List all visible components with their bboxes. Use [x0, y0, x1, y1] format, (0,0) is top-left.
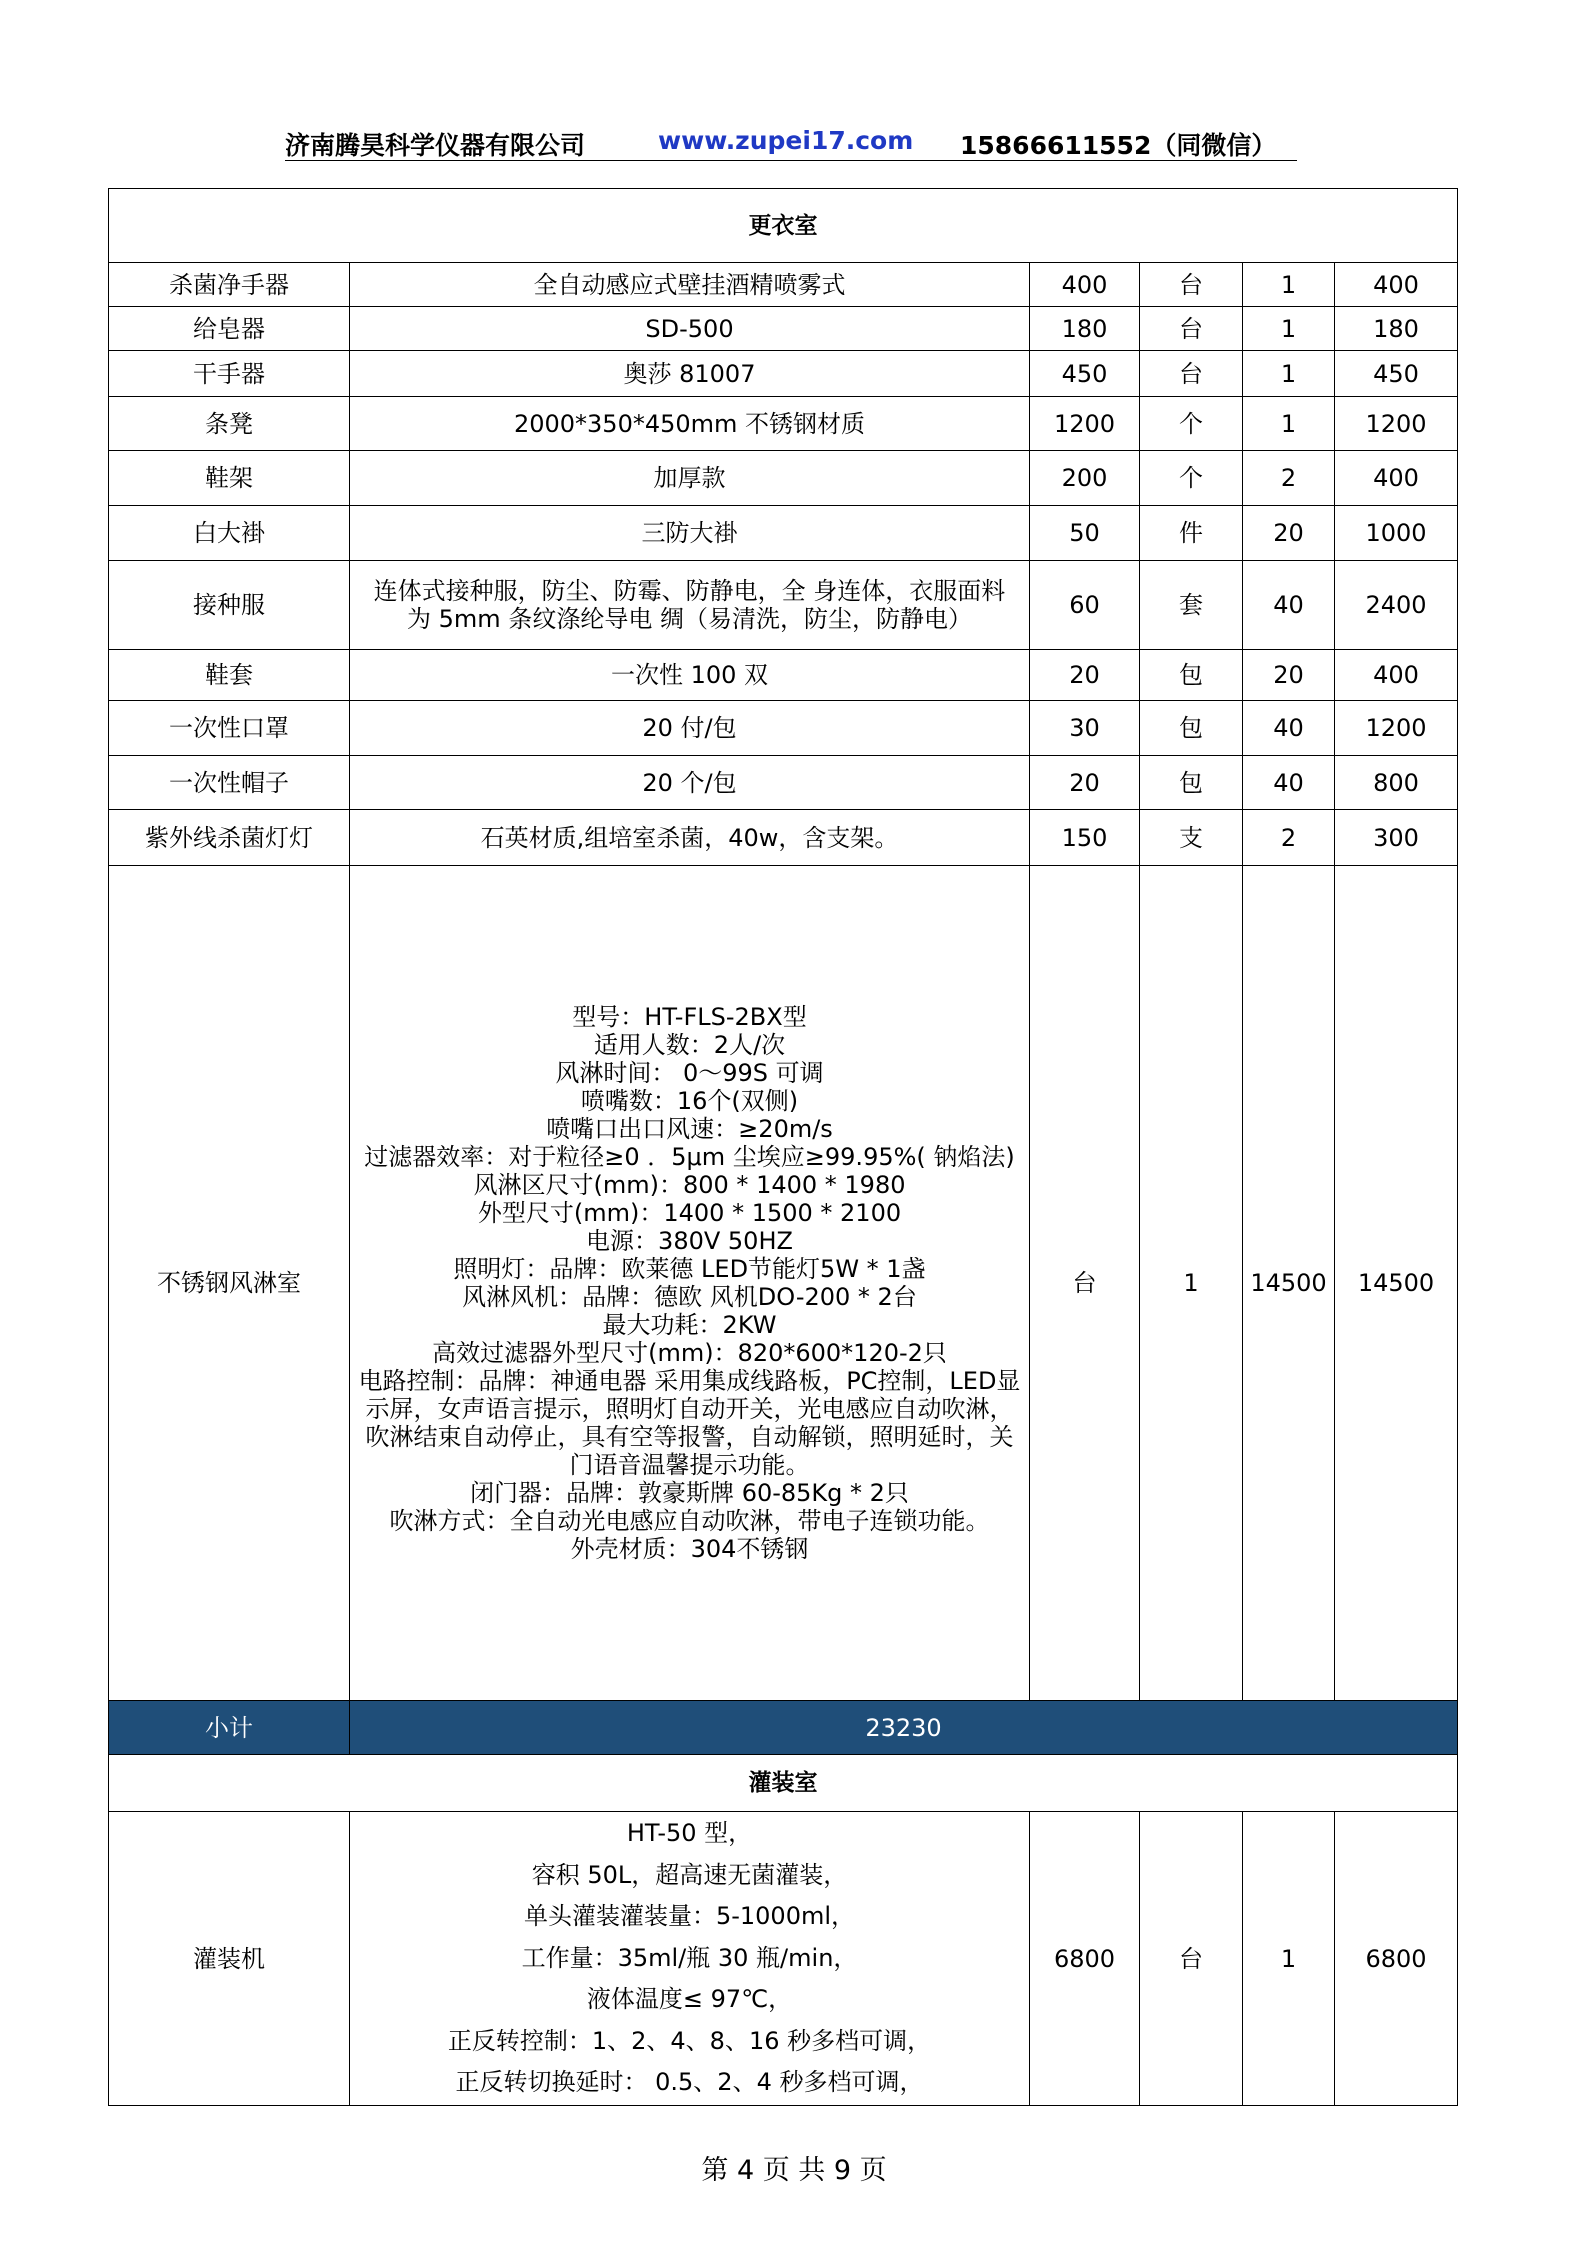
table-row	[109, 451, 1458, 506]
document-header	[285, 124, 1297, 161]
spec-line: 示屏，女声语言提示，照明灯自动开关，光电感应自动吹淋，	[365, 1395, 1014, 1423]
subtotal-value: 23230	[350, 1701, 1458, 1755]
item-price: 450	[1030, 351, 1140, 397]
item-qty: 40	[1243, 701, 1335, 756]
item-name: 白大褂	[109, 506, 350, 561]
item-price: 60	[1030, 561, 1140, 650]
table-row	[109, 701, 1458, 756]
company-website-link[interactable]: www.zupei17.com	[658, 126, 914, 155]
item-price: 1200	[1030, 397, 1140, 451]
item-name: 杀菌净手器	[109, 263, 350, 307]
spec-line: 喷嘴口出口风速：≥20m/s	[546, 1115, 833, 1143]
item-price: 50	[1030, 506, 1140, 561]
item-qty: 2	[1243, 810, 1335, 866]
table-row-filling-machine	[109, 1812, 1458, 2106]
spec-line: 正反转控制：1、2、4、8、16 秒多档可调，	[447, 2026, 932, 2055]
item-price: 14500	[1243, 866, 1335, 1701]
subtotal-label: 小计	[109, 1701, 350, 1755]
item-name: 接种服	[109, 561, 350, 650]
section-title-changing-room: 更衣室	[109, 189, 1458, 263]
spec-line: 吹淋结束自动停止，具有空等报警，自动解锁，照明延时，关	[365, 1423, 1014, 1451]
item-desc: 20 付/包	[350, 701, 1030, 756]
item-unit: 台	[1140, 1812, 1243, 2106]
company-name: 济南腾昊科学仪器有限公司	[285, 131, 586, 160]
table-row	[109, 263, 1458, 307]
spec-line: 电源：380V 50HZ	[586, 1227, 793, 1255]
item-price: 400	[1030, 263, 1140, 307]
table-row	[109, 561, 1458, 650]
item-unit: 个	[1140, 451, 1243, 506]
item-desc	[350, 1812, 1030, 2106]
item-name: 条凳	[109, 397, 350, 451]
table-row	[109, 650, 1458, 701]
spec-line: 外壳材质：304不锈钢	[570, 1535, 809, 1563]
item-unit: 台	[1030, 866, 1140, 1701]
spec-line: 闭门器：品牌：敦豪斯牌 60-85Kg * 2只	[470, 1479, 909, 1507]
item-price: 20	[1030, 756, 1140, 810]
spec-line: 照明灯：品牌：欧莱德 LED节能灯5W * 1盏	[453, 1255, 926, 1283]
page-number: 第 4 页 共 9 页	[701, 2155, 887, 2186]
item-desc: 一次性 100 双	[350, 650, 1030, 701]
spec-line: 最大功耗：2KW	[602, 1311, 777, 1339]
item-unit: 套	[1140, 561, 1243, 650]
subtotal-row	[109, 1701, 1458, 1755]
spec-line: 风淋风机：品牌：德欧 风机DO-200 * 2台	[462, 1283, 917, 1311]
spec-line: 风淋区尺寸(mm)：800 * 1400 * 1980	[473, 1171, 906, 1199]
item-qty: 1	[1243, 1812, 1335, 2106]
section-header-row	[109, 189, 1458, 263]
item-qty: 20	[1243, 650, 1335, 701]
item-qty: 2	[1243, 451, 1335, 506]
item-price: 30	[1030, 701, 1140, 756]
item-desc	[350, 866, 1030, 1701]
item-total: 400	[1335, 451, 1458, 506]
item-unit: 台	[1140, 351, 1243, 397]
item-desc-line: 为 5mm 条纹涤纶导电 绸（易清洗，防尘，防静电）	[407, 605, 972, 633]
item-unit: 包	[1140, 701, 1243, 756]
item-desc: SD-500	[350, 307, 1030, 351]
item-unit: 包	[1140, 650, 1243, 701]
quotation-table	[108, 188, 1458, 2106]
item-total: 1200	[1335, 701, 1458, 756]
item-unit: 包	[1140, 756, 1243, 810]
spec-line: 喷嘴数：16个(双侧)	[580, 1087, 799, 1115]
item-desc: 奥莎 81007	[350, 351, 1030, 397]
item-desc: 2000*350*450mm 不锈钢材质	[350, 397, 1030, 451]
item-qty: 1	[1243, 263, 1335, 307]
item-unit: 台	[1140, 263, 1243, 307]
spec-line: 高效过滤器外型尺寸(mm)：820*600*120-2只	[432, 1339, 947, 1367]
item-price: 6800	[1030, 1812, 1140, 2106]
item-total: 1200	[1335, 397, 1458, 451]
item-desc: 20 个/包	[350, 756, 1030, 810]
item-desc: 三防大褂	[350, 506, 1030, 561]
item-name: 鞋架	[109, 451, 350, 506]
item-name: 灌装机	[109, 1812, 350, 2106]
item-desc	[350, 561, 1030, 650]
spec-line: 门语音温馨提示功能。	[569, 1451, 810, 1479]
item-total: 400	[1335, 263, 1458, 307]
item-unit: 个	[1140, 397, 1243, 451]
item-total: 300	[1335, 810, 1458, 866]
table-row	[109, 307, 1458, 351]
section-header-row	[109, 1755, 1458, 1812]
item-name: 紫外线杀菌灯灯	[109, 810, 350, 866]
item-qty: 20	[1243, 506, 1335, 561]
item-qty: 40	[1243, 756, 1335, 810]
item-qty: 1	[1243, 307, 1335, 351]
item-name: 一次性帽子	[109, 756, 350, 810]
item-qty: 40	[1243, 561, 1335, 650]
item-name: 干手器	[109, 351, 350, 397]
item-desc-line: 连体式接种服，防尘、防霉、防静电，全 身连体，衣服面料	[373, 577, 1006, 605]
spec-line: 型号：HT-FLS-2BX型	[572, 1003, 807, 1031]
table-row	[109, 810, 1458, 866]
item-qty: 1	[1243, 397, 1335, 451]
item-total: 400	[1335, 650, 1458, 701]
item-unit: 支	[1140, 810, 1243, 866]
item-total: 6800	[1335, 1812, 1458, 2106]
spec-line: 过滤器效率：对于粒径≥0 ．5μm 尘埃应≥99.95%( 钠焰法)	[364, 1143, 1015, 1171]
item-total: 14500	[1335, 866, 1458, 1701]
spec-line: 正反转切换延时： 0.5、2、4 秒多档可调，	[455, 2068, 924, 2097]
item-name: 给皂器	[109, 307, 350, 351]
item-name: 鞋套	[109, 650, 350, 701]
table-row	[109, 397, 1458, 451]
spec-line: 吹淋方式：全自动光电感应自动吹淋，带电子连锁功能。	[389, 1507, 990, 1535]
item-total: 1000	[1335, 506, 1458, 561]
spec-line: 外型尺寸(mm)：1400 * 1500 * 2100	[477, 1199, 902, 1227]
item-price: 20	[1030, 650, 1140, 701]
item-total: 2400	[1335, 561, 1458, 650]
item-desc: 加厚款	[350, 451, 1030, 506]
item-qty: 1	[1140, 866, 1243, 1701]
item-unit: 台	[1140, 307, 1243, 351]
company-phone: 15866611552（同微信）	[960, 131, 1277, 160]
spec-line: HT-50 型，	[626, 1818, 753, 1847]
item-unit: 件	[1140, 506, 1243, 561]
spec-line: 液体温度≤ 97℃，	[586, 1985, 793, 2014]
spec-line: 电路控制：品牌：神通电器 采用集成线路板，PC控制，LED显	[358, 1367, 1021, 1395]
item-desc: 石英材质,组培室杀菌，40w，含支架。	[350, 810, 1030, 866]
item-total: 180	[1335, 307, 1458, 351]
item-total: 450	[1335, 351, 1458, 397]
table-row	[109, 506, 1458, 561]
spec-line: 风淋时间： 0～99S 可调	[555, 1059, 824, 1087]
item-name: 不锈钢风淋室	[109, 866, 350, 1701]
item-name: 一次性口罩	[109, 701, 350, 756]
item-qty: 1	[1243, 351, 1335, 397]
spec-line: 容积 50L，超高速无菌灌装，	[531, 1860, 848, 1889]
table-row	[109, 351, 1458, 397]
spec-line: 单头灌装灌装量：5-1000ml，	[523, 1902, 856, 1931]
section-title-filling-room: 灌装室	[109, 1755, 1458, 1812]
item-price: 180	[1030, 307, 1140, 351]
item-desc: 全自动感应式壁挂酒精喷雾式	[350, 263, 1030, 307]
spec-line: 适用人数：2人/次	[593, 1031, 786, 1059]
item-price: 200	[1030, 451, 1140, 506]
item-price: 150	[1030, 810, 1140, 866]
table-row-air-shower	[109, 866, 1458, 1701]
item-total: 800	[1335, 756, 1458, 810]
spec-line: 工作量：35ml/瓶 30 瓶/min，	[521, 1943, 858, 1972]
table-row	[109, 756, 1458, 810]
